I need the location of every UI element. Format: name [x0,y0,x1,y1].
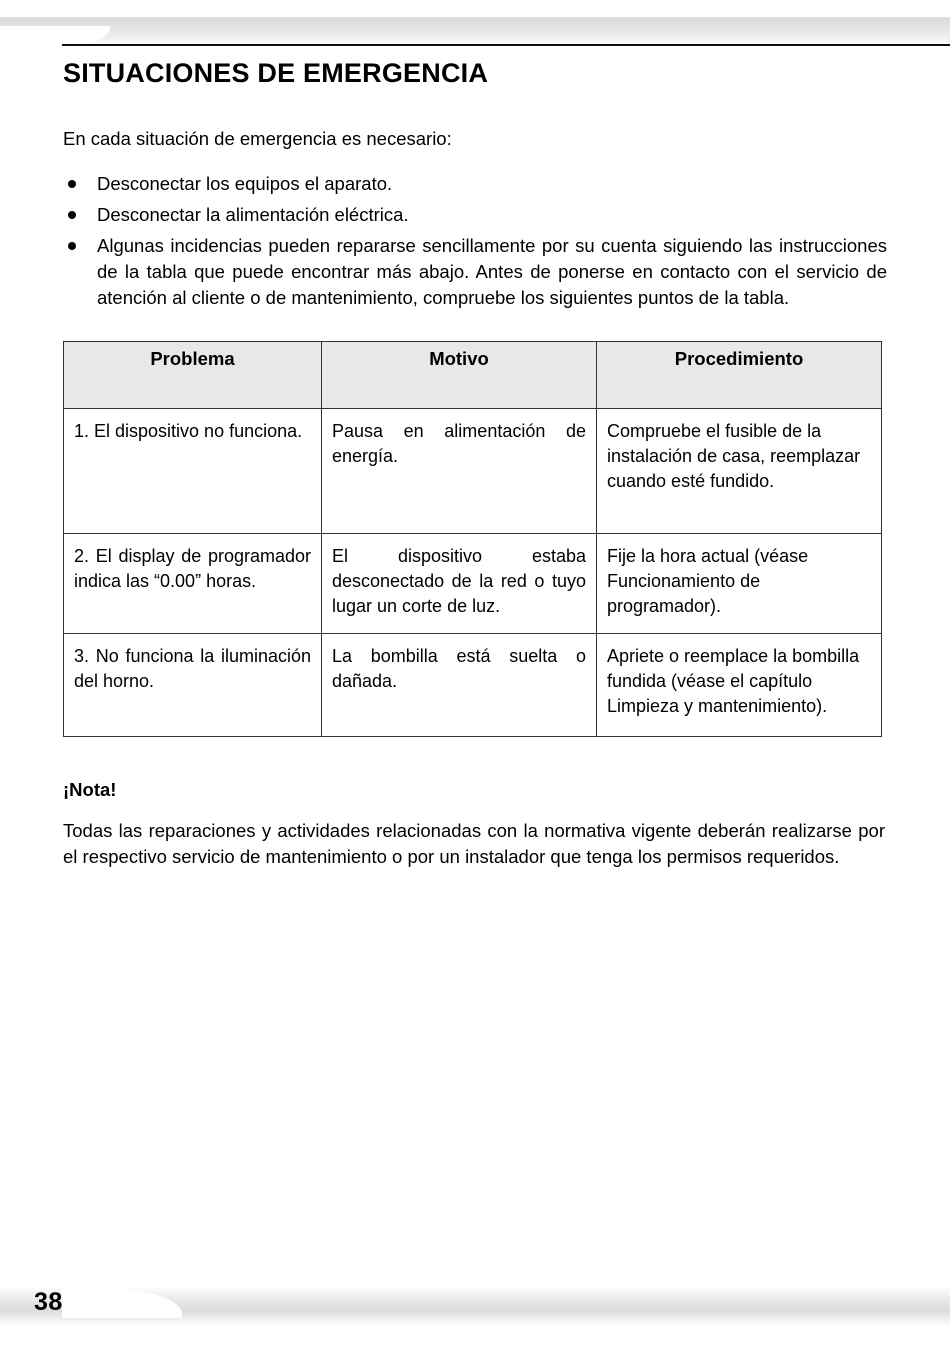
table-header-row [64,341,882,408]
emergency-bullet-list [63,171,887,311]
bullet-dot-icon [68,242,76,250]
table-header-problema: Problema [64,341,322,408]
cell-problema: 3. No funciona la iluminación del horno. [64,633,322,736]
table-row [64,633,882,736]
list-item-label: Desconectar la alimentación eléctrica. [97,203,409,225]
page-title: SITUACIONES DE EMERGENCIA [63,58,489,88]
table-header-procedimiento: Procedimiento [597,341,882,408]
page-header-rule [62,44,950,46]
bullet-dot-icon [68,211,76,219]
note-title: ¡Nota! [63,778,117,800]
cell-procedimiento: Fije la hora actual (véase Funcionamiento de programador). [597,533,882,633]
list-item-label: Desconectar los equipos el aparato. [97,172,393,194]
cell-motivo: Pausa en alimentación de energía. [322,408,597,533]
cell-problema: 2. El display de programador indica las “0.00” horas. [64,533,322,633]
cell-motivo: La bombilla está suelta o dañada. [322,633,597,736]
note-body: Todas las reparaciones y actividades relacionadas con la normativa vigente deberán realizarse por el respectivo servicio de mantenimiento o por un instalador que tenga los permisos requeridos. [63,819,885,867]
list-item [63,202,887,228]
list-item-label: Algunas incidencias pueden repararse sencillamente por su cuenta siguiendo las instrucciones de la tabla que puede encontrar más abajo. Antes de ponerse en contacto con el servicio de atención al cliente o de mantenimiento, compruebe los siguientes puntos de la tabla. [97,234,887,308]
list-item [63,171,887,197]
table-row [64,533,882,633]
page-number: 38 [34,1288,63,1316]
page-header-band [0,0,950,44]
table-row [64,408,882,533]
cell-procedimiento: Apriete o reemplace la bombilla fundida (véase el capítulo Limpieza y mantenimiento). [597,633,882,736]
cell-problema: 1. El dispositivo no funciona. [64,408,322,533]
troubleshooting-table [63,341,882,737]
bullet-dot-icon [68,180,76,188]
cell-procedimiento: Compruebe el fusible de la instalación de casa, reemplazar cuando esté fundido. [597,408,882,533]
intro-paragraph: En cada situación de emergencia es necesario: [63,128,452,149]
page-content [63,56,887,870]
list-item [63,233,887,311]
table-header-motivo: Motivo [322,341,597,408]
cell-motivo: El dispositivo estaba desconectado de la red o tuyo lugar un corte de luz. [322,533,597,633]
